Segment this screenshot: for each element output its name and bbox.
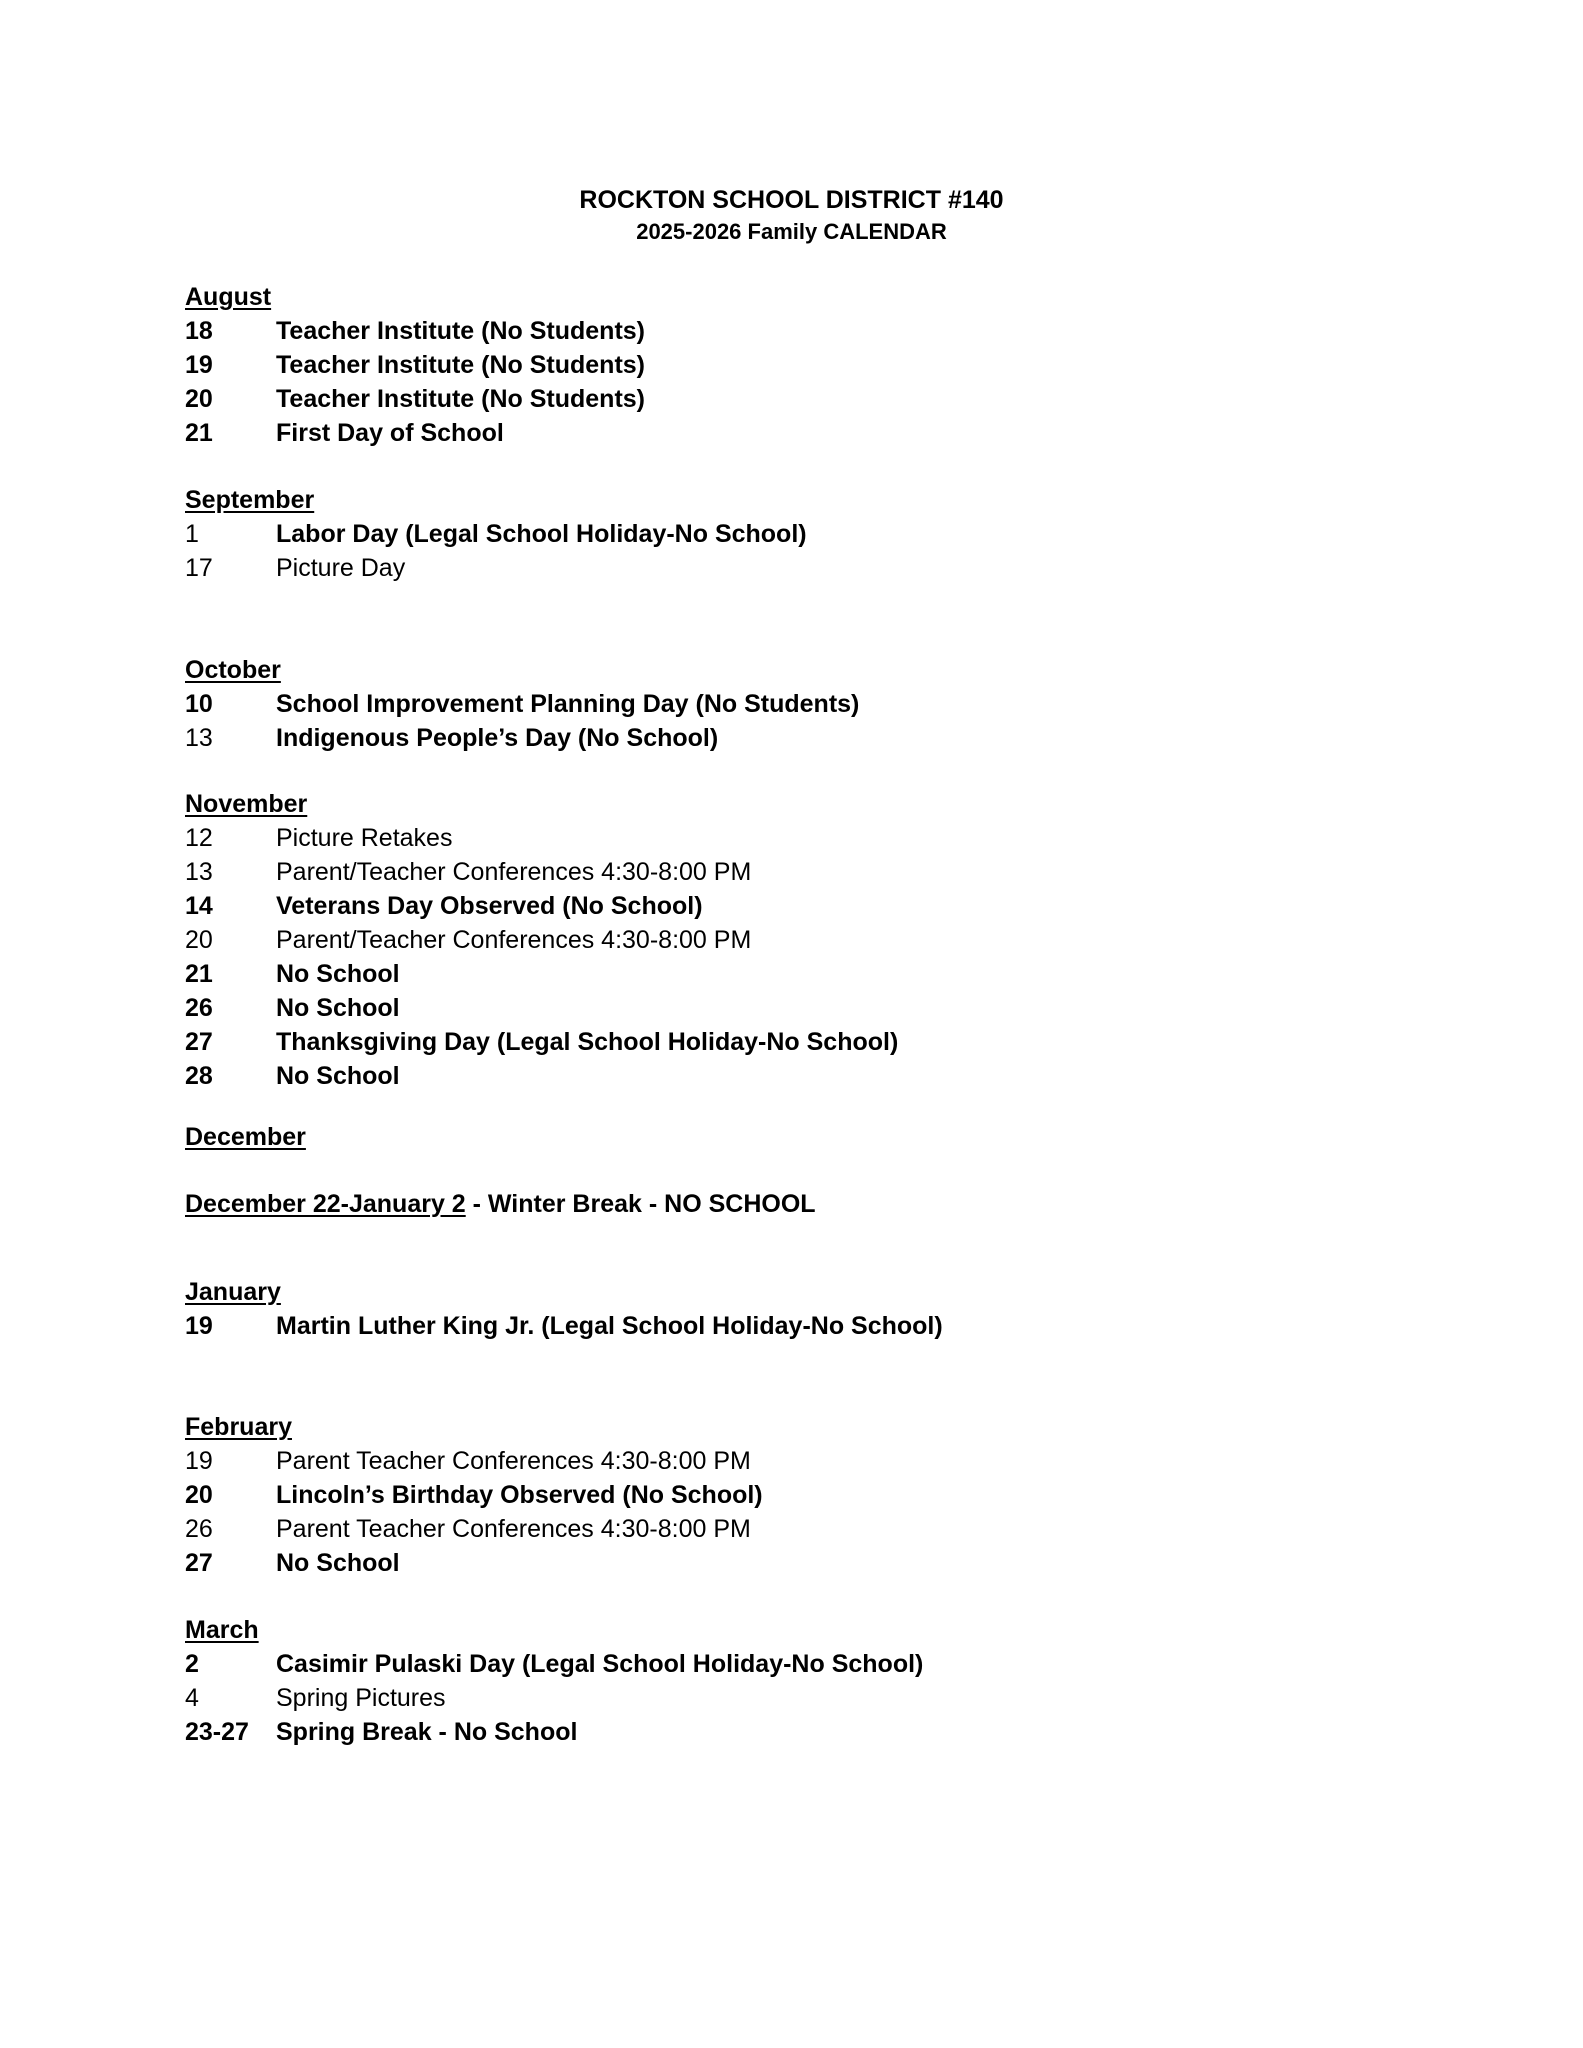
- event-date: 20: [185, 385, 213, 413]
- event-text: Parent Teacher Conferences 4:30-8:00 PM: [276, 1447, 751, 1475]
- event-date: 10: [185, 690, 213, 718]
- event-date: 27: [185, 1549, 213, 1577]
- event-text: Teacher Institute (No Students): [276, 385, 646, 413]
- section-november: [185, 787, 898, 1093]
- event-text: Parent/Teacher Conferences 4:30-8:00 PM: [276, 926, 752, 954]
- event-text: Spring Break - No School: [276, 1718, 578, 1746]
- section-march: [185, 1613, 923, 1749]
- event-row: [185, 1478, 763, 1512]
- event-row: [185, 957, 898, 991]
- event-row: [185, 1059, 898, 1093]
- event-text: Picture Retakes: [276, 824, 453, 852]
- event-date: 12: [185, 824, 213, 852]
- event-date: 19: [185, 1447, 213, 1475]
- event-row: [185, 1715, 923, 1749]
- month-heading-january: January: [185, 1278, 281, 1306]
- event-row: [185, 551, 807, 585]
- event-row: [185, 923, 898, 957]
- event-date: 26: [185, 1515, 213, 1543]
- event-text: Thanksgiving Day (Legal School Holiday-No School): [276, 1028, 899, 1056]
- event-row: [185, 1546, 763, 1580]
- section-december: [185, 1120, 306, 1154]
- event-row: [185, 821, 898, 855]
- event-text: Teacher Institute (No Students): [276, 351, 646, 379]
- event-text: Picture Day: [276, 554, 406, 582]
- month-heading-november: November: [185, 790, 308, 818]
- event-date: 28: [185, 1062, 213, 1090]
- event-row: [185, 991, 898, 1025]
- winter-break-notice: [185, 1187, 816, 1221]
- month-heading-march: March: [185, 1616, 259, 1644]
- event-text: No School: [276, 1549, 400, 1577]
- event-text: No School: [276, 960, 400, 988]
- event-date: 20: [185, 1481, 213, 1509]
- event-text: Veterans Day Observed (No School): [276, 892, 703, 920]
- event-date: 17: [185, 554, 213, 582]
- event-text: School Improvement Planning Day (No Students): [276, 690, 860, 718]
- event-text: No School: [276, 994, 400, 1022]
- event-date: 14: [185, 892, 213, 920]
- event-date: 18: [185, 317, 213, 345]
- event-row: [185, 348, 645, 382]
- event-row: [185, 1512, 763, 1546]
- event-date: 4: [185, 1684, 199, 1712]
- event-date: 27: [185, 1028, 213, 1056]
- winter-break-range: December 22-January 2: [185, 1190, 466, 1218]
- event-date: 21: [185, 419, 213, 447]
- event-text: Teacher Institute (No Students): [276, 317, 646, 345]
- event-text: Parent/Teacher Conferences 4:30-8:00 PM: [276, 858, 752, 886]
- event-row: [185, 1309, 943, 1343]
- event-text: No School: [276, 1062, 400, 1090]
- document-title: ROCKTON SCHOOL DISTRICT #140: [579, 186, 1004, 214]
- event-text: Indigenous People’s Day (No School): [276, 724, 719, 752]
- event-date: 19: [185, 351, 213, 379]
- month-heading-september: September: [185, 486, 315, 514]
- event-date: 2: [185, 1650, 199, 1678]
- event-text: Lincoln’s Birthday Observed (No School): [276, 1481, 763, 1509]
- section-august: [185, 280, 645, 450]
- event-row: [185, 416, 645, 450]
- event-row: [185, 1647, 923, 1681]
- event-text: Casimir Pulaski Day (Legal School Holiday-No School): [276, 1650, 924, 1678]
- event-date: 1: [185, 520, 199, 548]
- month-heading-october: October: [185, 656, 281, 684]
- event-date: 21: [185, 960, 213, 988]
- event-row: [185, 721, 859, 755]
- event-text: First Day of School: [276, 419, 504, 447]
- month-heading-august: August: [185, 283, 272, 311]
- event-date: 13: [185, 724, 213, 752]
- document-subtitle: 2025-2026 Family CALENDAR: [636, 219, 947, 244]
- event-date: 19: [185, 1312, 213, 1340]
- section-october: [185, 653, 859, 755]
- event-row: [185, 314, 645, 348]
- month-heading-december: December: [185, 1123, 306, 1151]
- section-september: [185, 483, 807, 585]
- event-text: Martin Luther King Jr. (Legal School Holiday-No School): [276, 1312, 943, 1340]
- event-date: 26: [185, 994, 213, 1022]
- event-date: 13: [185, 858, 213, 886]
- event-text: Parent Teacher Conferences 4:30-8:00 PM: [276, 1515, 751, 1543]
- event-row: [185, 687, 859, 721]
- event-row: [185, 855, 898, 889]
- event-row: [185, 1025, 898, 1059]
- event-row: [185, 1681, 923, 1715]
- event-date: 20: [185, 926, 213, 954]
- event-text: Labor Day (Legal School Holiday-No School): [276, 520, 807, 548]
- winter-break-text: - Winter Break - NO SCHOOL: [465, 1190, 816, 1218]
- event-row: [185, 1444, 763, 1478]
- event-row: [185, 382, 645, 416]
- month-heading-february: February: [185, 1413, 292, 1441]
- section-february: [185, 1410, 763, 1580]
- section-january: [185, 1275, 943, 1343]
- event-text: Spring Pictures: [276, 1684, 446, 1712]
- event-row: [185, 889, 898, 923]
- event-row: [185, 517, 807, 551]
- event-date: 23-27: [185, 1718, 249, 1746]
